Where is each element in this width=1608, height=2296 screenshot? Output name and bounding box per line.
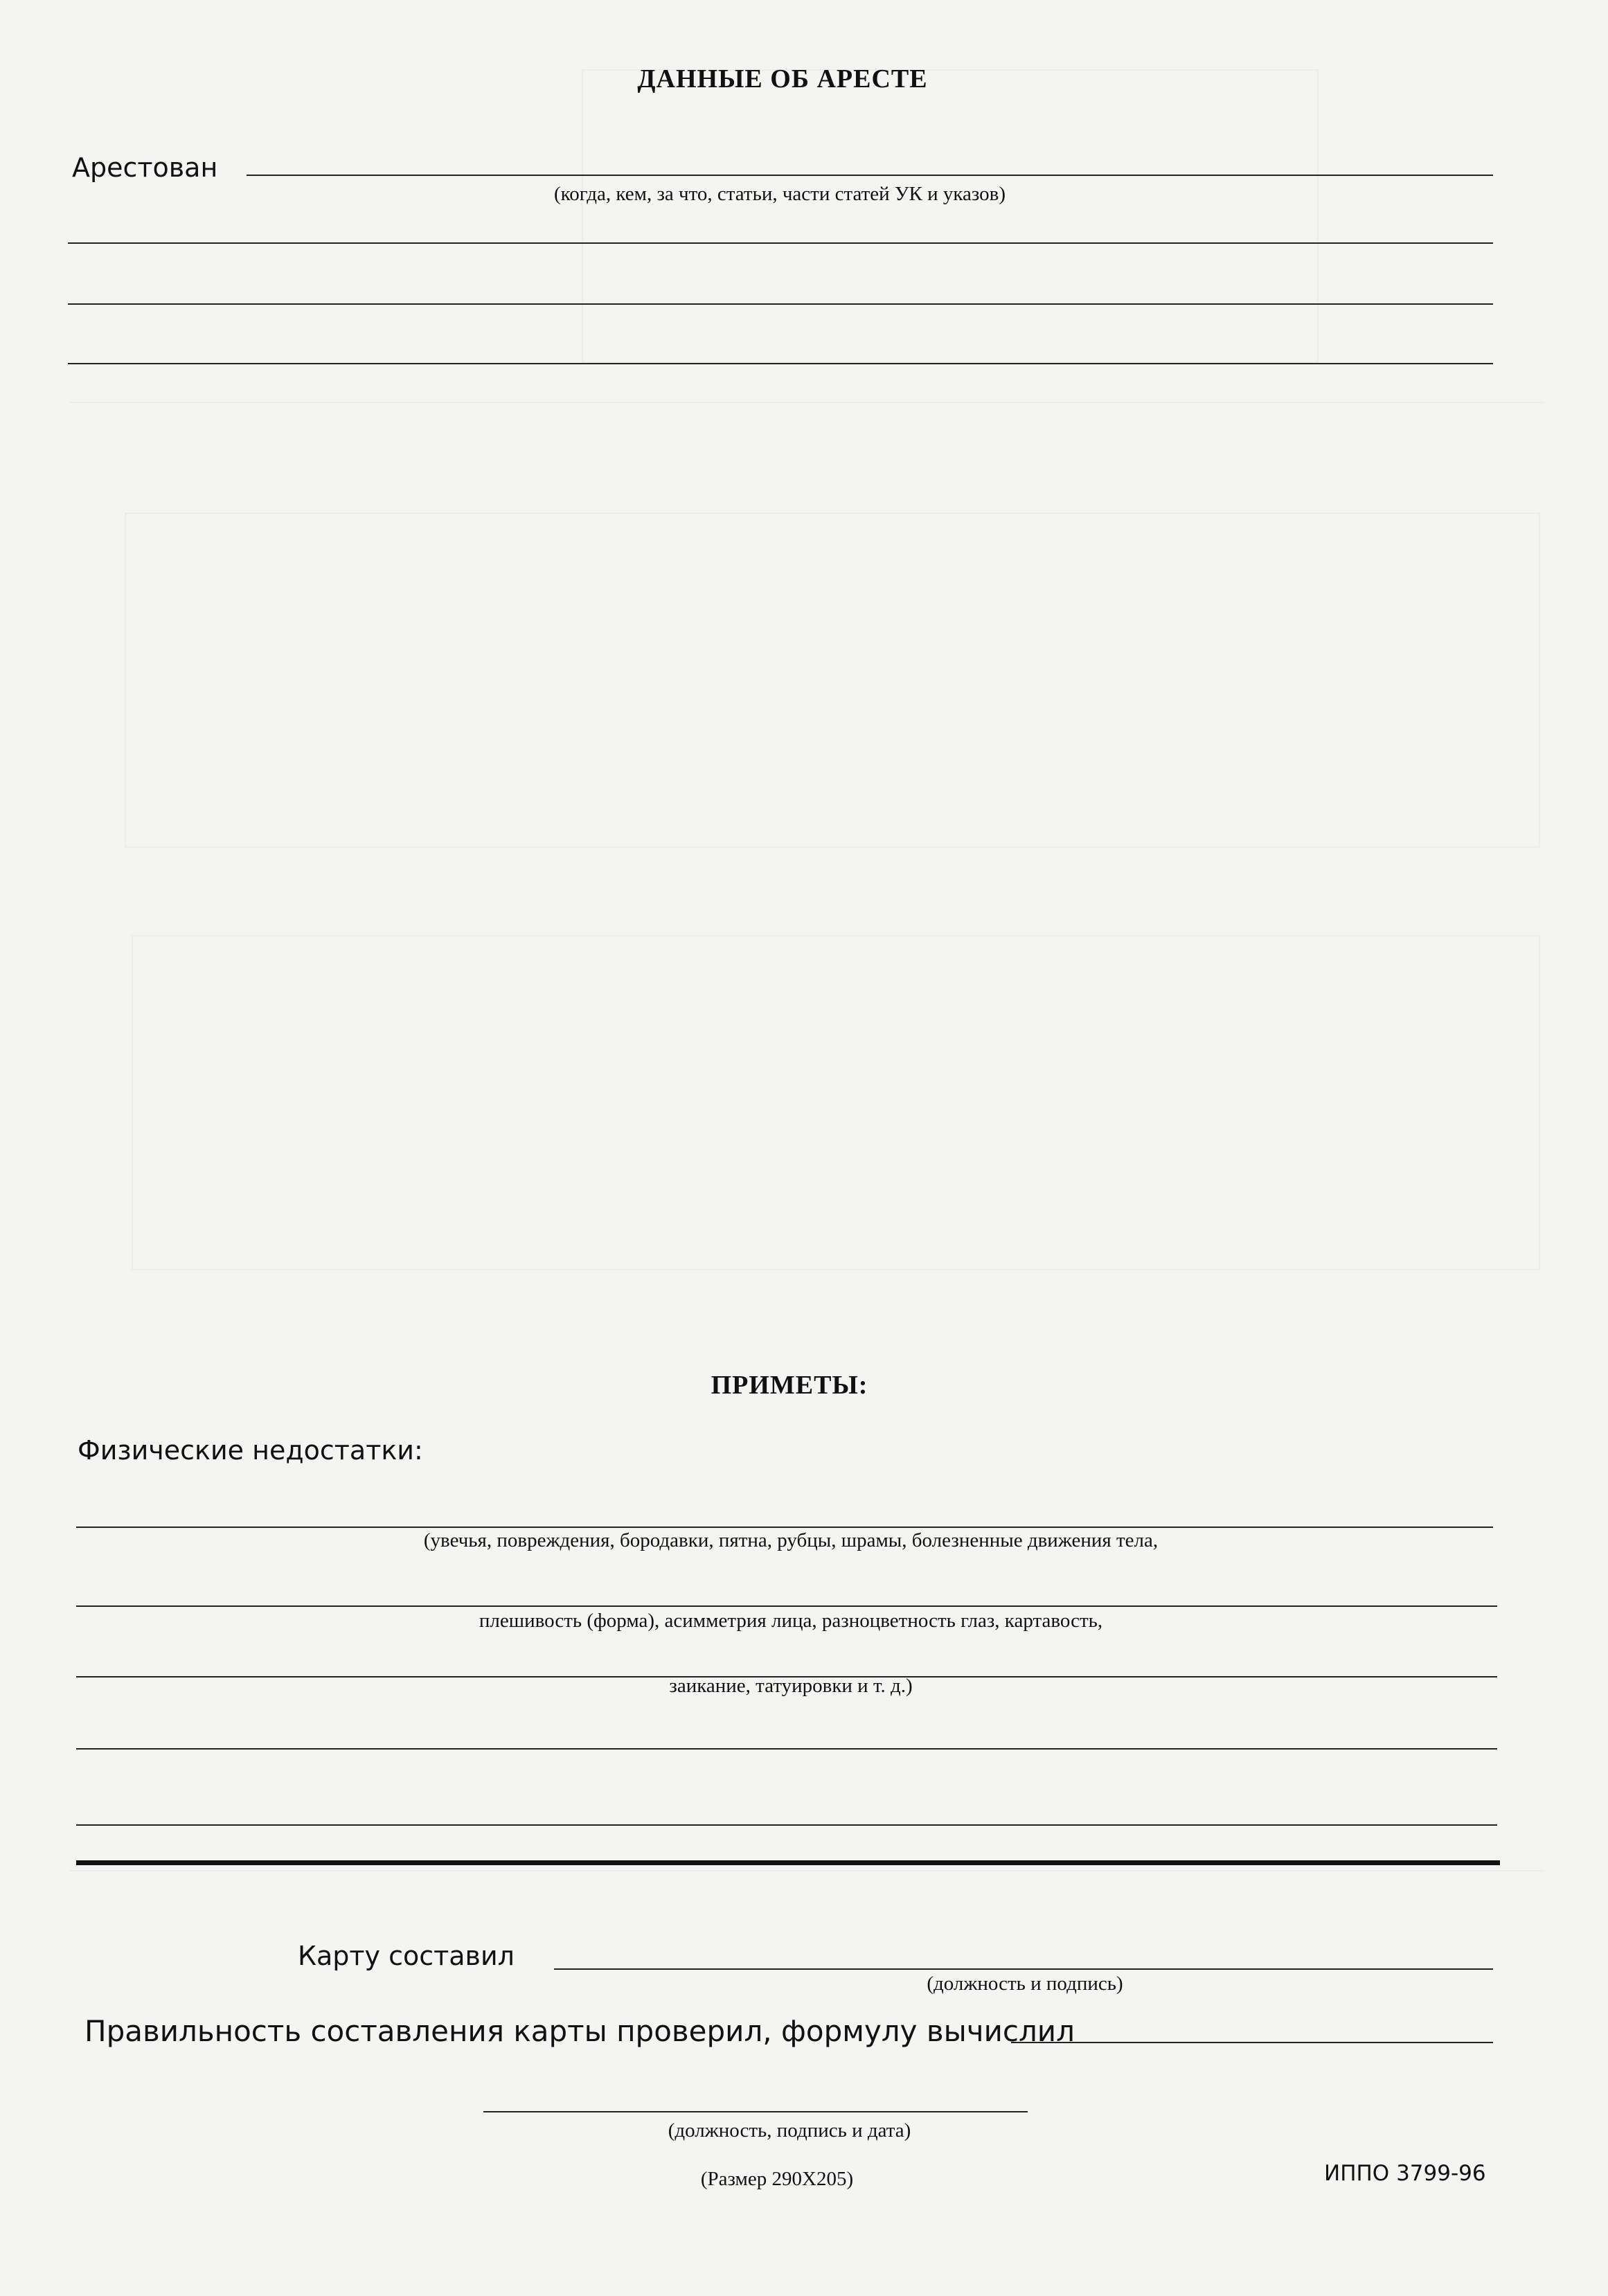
reverse-side-rule [69,1870,1544,1871]
defects-input-line[interactable] [76,1824,1497,1826]
defects-input-line[interactable] [76,1605,1497,1607]
arrested-input-line[interactable] [68,303,1493,305]
verified-by-input-line[interactable] [1011,2042,1493,2043]
defects-hint-3: заикание, татуировки и т. д.) [669,1675,913,1697]
reverse-side-box [582,69,1319,363]
verified-by-hint: (должность, подпись и дата) [668,2119,911,2142]
compiled-by-hint: (должность и подпись) [927,1973,1123,1995]
form-code: ИППО 3799-96 [1324,2161,1486,2186]
defects-input-line[interactable] [76,1527,1493,1528]
defects-input-line[interactable] [76,1748,1497,1750]
reverse-side-rule [69,402,1544,403]
physical-defects-label: Физические недостатки: [78,1435,423,1466]
defects-hint-2: плешивость (форма), асимметрия лица, разноцветность глаз, картавость, [479,1610,1103,1632]
arrested-hint: (когда, кем, за что, статьи, части статей УК и указов) [554,183,1006,205]
compiled-by-input-line[interactable] [554,1968,1493,1970]
defects-hint-1: (увечья, повреждения, бородавки, пятна, рубцы, шрамы, болезненные движения тела, [423,1529,1159,1551]
form-size: (Размер 290Х205) [700,2168,854,2190]
features-heading: ПРИМЕТЫ: [711,1371,868,1400]
verified-by-label: Правильность составления карты проверил, формулу вычислил [84,2014,1075,2048]
compiled-by-label: Карту составил [298,1941,515,1971]
arrested-input-line[interactable] [247,175,1493,176]
reverse-side-table-lower [132,935,1540,1270]
arrested-label: Арестован [72,152,218,183]
arrested-input-line[interactable] [68,363,1493,364]
reverse-side-table-upper [125,513,1540,848]
verified-by-input-line[interactable] [483,2111,1028,2112]
section-divider [76,1860,1500,1865]
arrested-input-line[interactable] [68,242,1493,244]
arrest-heading: ДАННЫЕ ОБ АРЕСТЕ [637,64,928,94]
